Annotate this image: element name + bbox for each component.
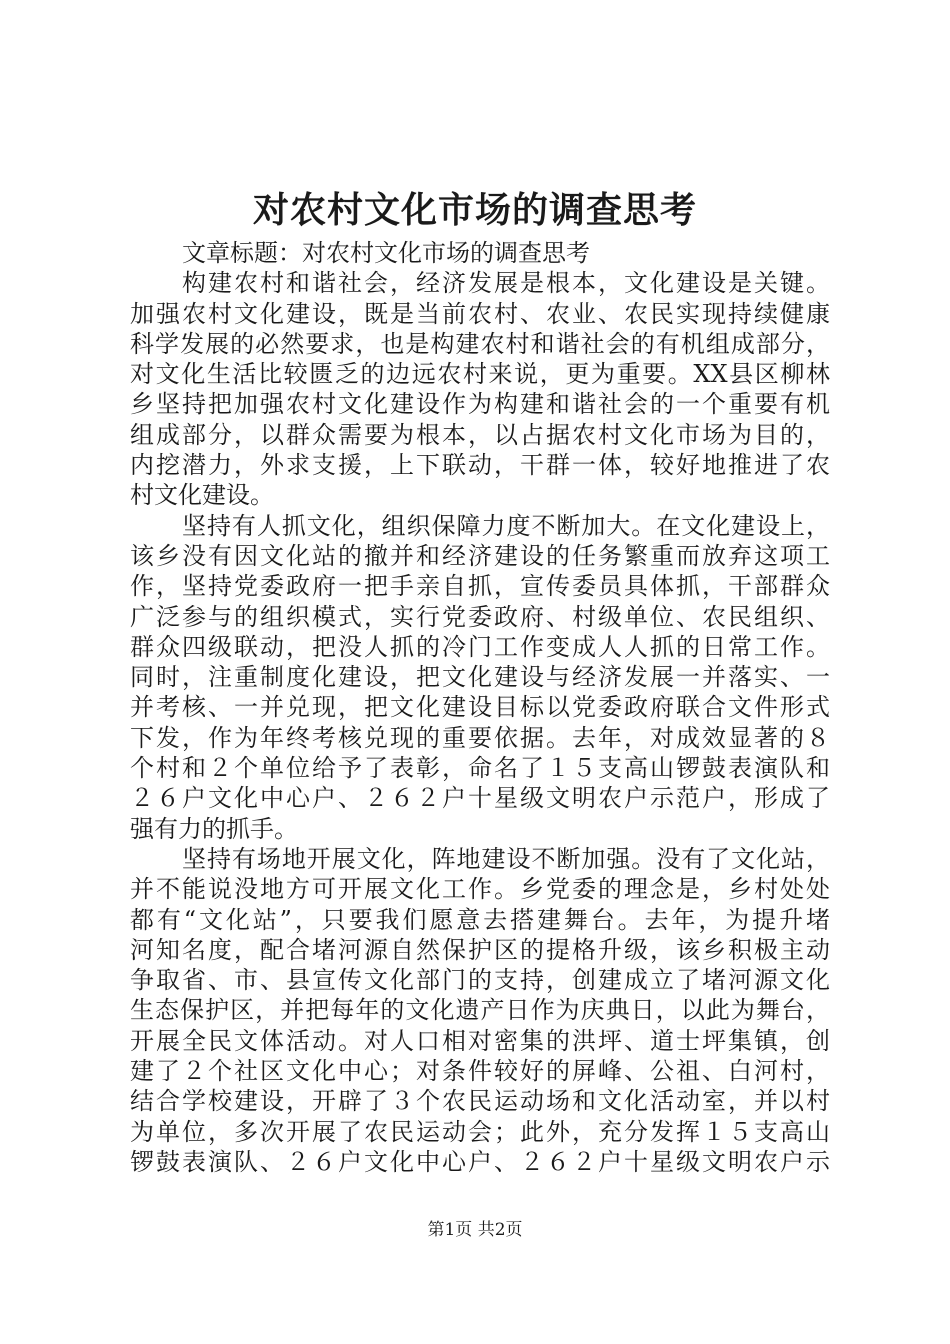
text-line: 构建农村和谐社会，经济发展是根本，文化建设是关键。	[182, 269, 830, 298]
text-line: 文章标题：对农村文化市场的调查思考	[182, 239, 590, 267]
text-line: 乡坚持把加强农村文化建设作为构建和谐社会的一个重要有机	[130, 390, 830, 419]
text-line: 锣鼓表演队、２６户文化中心户、２６２户十星级文明农户示	[130, 1147, 830, 1176]
text-line: 河知名度，配合堵河源自然保护区的提格升级，该乡积极主动	[130, 935, 830, 964]
text-line: 开展全民文体活动。对人口相对密集的洪坪、道士坪集镇，创	[130, 1026, 830, 1055]
text-line: 结合学校建设，开辟了３个农民运动场和文化活动室，并以村	[130, 1087, 830, 1116]
text-line: 科学发展的必然要求，也是构建农村和谐社会的有机组成部分，	[130, 329, 830, 358]
document-title: 对农村文化市场的调查思考	[252, 189, 697, 231]
text-line: 个村和２个单位给予了表彰，命名了１５支高山锣鼓表演队和	[130, 754, 830, 783]
text-line: 争取省、市、县宣传文化部门的支持，创建成立了堵河源文化	[130, 966, 830, 995]
text-line: 内挖潜力，外求支援，上下联动，干群一体，较好地推进了农	[130, 451, 830, 480]
text-line: 生态保护区，并把每年的文化遗产日作为庆典日，以此为舞台，	[130, 996, 830, 1025]
text-line: 同时，注重制度化建设，把文化建设与经济发展一并落实、一	[130, 663, 830, 692]
text-line: ２６户文化中心户、２６２户十星级文明农户示范户，形成了	[130, 784, 830, 813]
text-line: 坚持有场地开展文化，阵地建设不断加强。没有了文化站，	[182, 844, 830, 873]
text-line: 都有“文化站”，只要我们愿意去搭建舞台。去年，为提升堵	[130, 905, 830, 934]
text-line: 建了２个社区文化中心；对条件较好的屏峰、公祖、白河村，	[130, 1057, 830, 1086]
text-line: 加强农村文化建设，既是当前农村、农业、农民实现持续健康	[130, 299, 830, 328]
text-line: 广泛参与的组织模式，实行党委政府、村级单位、农民组织、	[130, 602, 830, 631]
text-line: 该乡没有因文化站的撤并和经济建设的任务繁重而放弃这项工	[130, 541, 830, 570]
text-line: 村文化建设。	[130, 481, 274, 510]
text-line: 组成部分，以群众需要为根本，以占据农村文化市场为目的，	[130, 420, 830, 449]
document-body	[130, 238, 830, 1177]
text-line: 并不能说没地方可开展文化工作。乡党委的理念是，乡村处处	[130, 875, 830, 904]
text-line: 坚持有人抓文化，组织保障力度不断加大。在文化建设上，	[182, 511, 830, 540]
text-line: 下发，作为年终考核兑现的重要依据。去年，对成效显著的８	[130, 723, 830, 752]
text-line: 作，坚持党委政府一把手亲自抓，宣传委员具体抓，干部群众	[130, 572, 830, 601]
text-line: 强有力的抓手。	[130, 814, 298, 843]
text-line: 群众四级联动，把没人抓的冷门工作变成人人抓的日常工作。	[130, 632, 830, 661]
text-line: 对文化生活比较匮乏的边远农村来说，更为重要。XX县区柳林	[130, 360, 830, 389]
page-footer: 第1页 共2页	[427, 1220, 523, 1240]
text-line: 为单位，多次开展了农民运动会；此外，充分发挥１５支高山	[130, 1117, 830, 1146]
text-line: 并考核、一并兑现，把文化建设目标以党委政府联合文件形式	[130, 693, 830, 722]
